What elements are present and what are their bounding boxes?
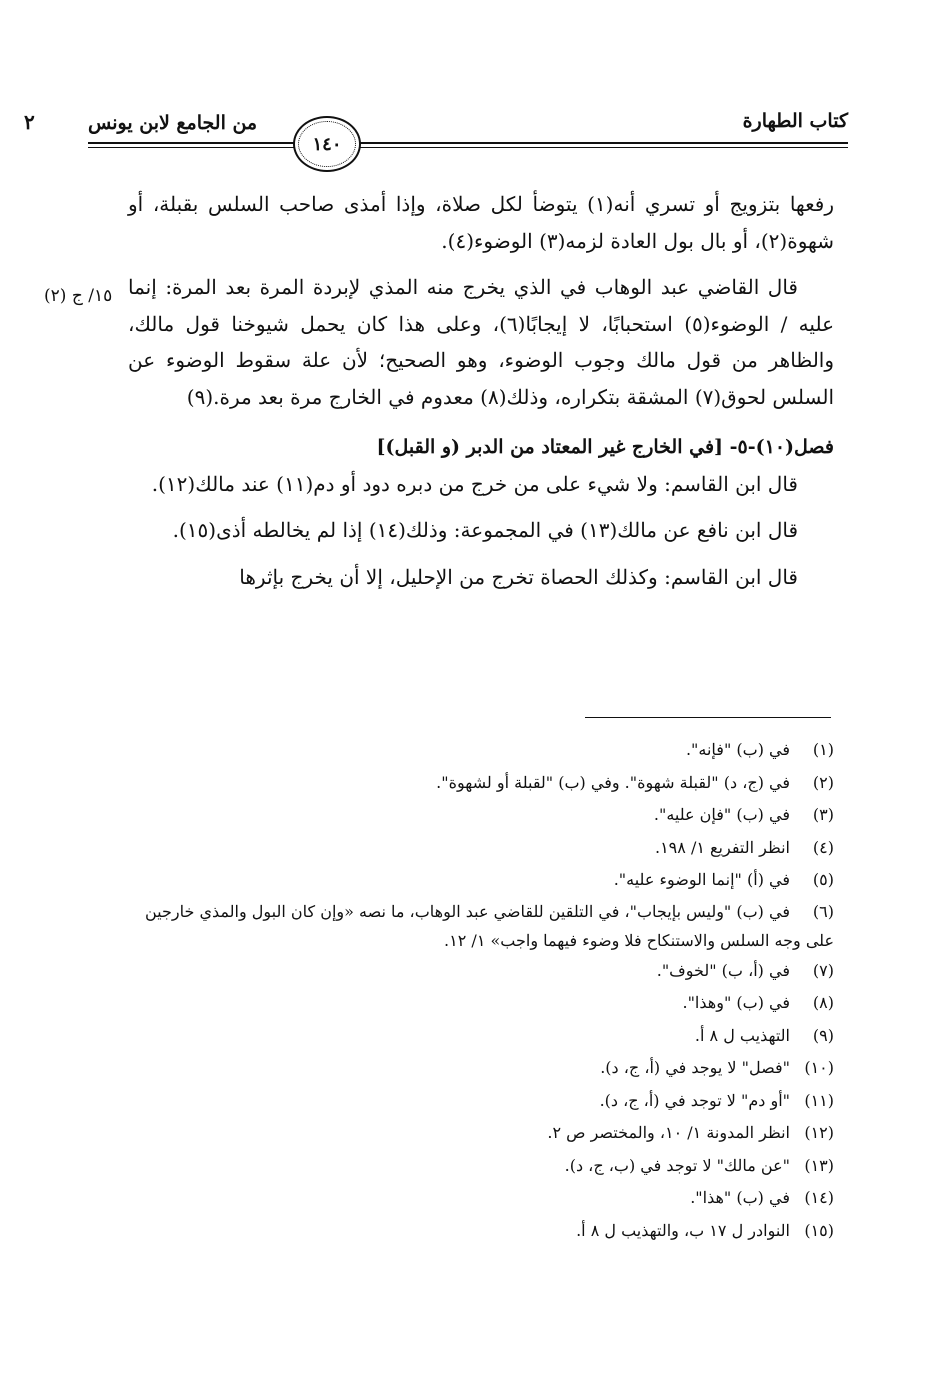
footnote-text: "أو دم" لا توجد في (أ، ج، د). — [599, 1090, 790, 1110]
header-rule-thin — [88, 147, 848, 148]
paragraph-5: قال ابن القاسم: وكذلك الحصاة تخرج من الإحليل، إلا أن يخرج بإثرها — [239, 564, 798, 589]
footnote — [128, 1182, 834, 1215]
footnote-text: في (ب) "هذا". — [690, 1188, 790, 1207]
section-heading: فصل(١٠)-٥- [في الخارج غير المعتاد من الدبر (و القبل)] — [376, 436, 834, 458]
running-header — [24, 100, 848, 180]
corner-mark: ٢ — [24, 110, 35, 134]
footnote — [128, 987, 834, 1020]
footnote-number: (٢) — [812, 772, 834, 792]
footnote-number: (٩) — [812, 1025, 834, 1045]
footnote-number: (١٠) — [804, 1058, 834, 1077]
footnote-text: النوادر ل ١٧ ب، والتهذيب ل ٨ أ. — [576, 1220, 790, 1240]
footnotes — [128, 734, 834, 1247]
footnote-number: (١٣) — [804, 1155, 834, 1175]
margin-note: ١٥/ ج (٢) — [44, 286, 113, 306]
page-number: ١٤٠ — [312, 133, 342, 155]
footnote-number: (٨) — [812, 993, 834, 1012]
footnote-text: في (أ، ب) "لخوف". — [656, 960, 790, 980]
footnote-number: (١) — [812, 740, 834, 759]
footnote — [128, 832, 834, 865]
paragraph-1: رفعها بتزويج أو تسري أنه(١) يتوضأ لكل صلاة، وإذا أمذى صاحب السلس بقبلة، أو شهوة(٢)، أو بال بول العادة لزمه(٣) الوضوء(٤). — [128, 192, 835, 253]
footnote-separator — [585, 717, 831, 718]
header-rule — [88, 142, 848, 144]
footnote-number: (٣) — [812, 805, 834, 824]
footnote — [128, 1215, 834, 1248]
book-title: من الجامع لابن يونس — [88, 112, 258, 134]
footnote-number: (١٥) — [804, 1220, 834, 1240]
paragraph-4: قال ابن نافع عن مالك(١٣) في المجموعة: وذلك(١٤) إذا لم يخالطه أذى(١٥). — [172, 518, 798, 542]
paragraph-2: قال القاضي عبد الوهاب في الذي يخرج منه المذي لإبردة المرة بعد المرة: إنما عليه / الوضوء(٥) استحبابًا، لا إيجابًا(٦)، وعلى هذا كان يحمل شيوخنا قول مالك، والظاهر من قول مالك وجوب الوضوء، وهو الصحيح؛ لأن علة سقوط الوضوء عن السلس لحوق(٧) المشقة بتكراره، وذلك(٨) معدوم في الخارج مرة بعد مرة.(٩) — [128, 275, 834, 409]
footnote-number: (١٢) — [804, 1123, 834, 1142]
footnote-number: (١١) — [804, 1090, 834, 1110]
footnote-number: (١٤) — [804, 1188, 834, 1207]
footnote-text: "عن مالك" لا توجد في (ب، ج، د). — [564, 1155, 790, 1175]
footnote-text: في (ب) "فإنه". — [685, 740, 790, 759]
footnote — [128, 1020, 834, 1053]
footnote — [128, 734, 834, 767]
footnote-text: "فصل" لا يوجد في (أ، ج، د). — [600, 1058, 790, 1077]
footnote — [128, 897, 834, 955]
footnote — [128, 799, 834, 832]
page-number-medallion — [293, 116, 361, 172]
footnote — [128, 767, 834, 800]
footnote-text: التهذيب ل ٨ أ. — [694, 1025, 790, 1045]
footnote-number: (٥) — [812, 870, 834, 889]
footnote-number: (٤) — [812, 837, 834, 857]
main-text — [128, 186, 834, 595]
footnote-text: في (أ) "إنما الوضوء عليه". — [613, 870, 790, 889]
footnote — [128, 1052, 834, 1085]
paragraph-3: قال ابن القاسم: ولا شيء على من خرج من دبره دود أو دم(١١) عند مالك(١٢). — [151, 471, 798, 496]
footnote — [128, 1085, 834, 1118]
footnote — [128, 1150, 834, 1183]
footnote-text: انظر المدونة ١/ ١٠، والمختصر ص ٢. — [547, 1123, 790, 1142]
footnote — [128, 864, 834, 897]
footnote-number: (٦) — [812, 901, 834, 921]
footnote-text: في (ب) "فإن عليه". — [653, 805, 790, 824]
footnote-number: (٧) — [812, 960, 834, 980]
footnote-text: في (ب) "وليس بإيجاب"، في التلقين للقاضي عبد الوهاب، ما نصه «وإن كان البول والمذي خارجين على وجه السلس والاستنكاح فلا وضوء فيهما واجب» ١/ ١٢. — [144, 901, 834, 950]
footnote — [128, 955, 834, 988]
chapter-title: كتاب الطهارة — [742, 110, 848, 132]
footnote-text: في (ب) "وهذا". — [682, 993, 790, 1012]
footnote-text: انظر التفريع ١/ ١٩٨. — [654, 837, 790, 857]
footnote-text: في (ج، د) "لقبلة شهوة". وفي (ب) "لقبلة أو لشهوة". — [436, 772, 790, 792]
footnote — [128, 1117, 834, 1150]
